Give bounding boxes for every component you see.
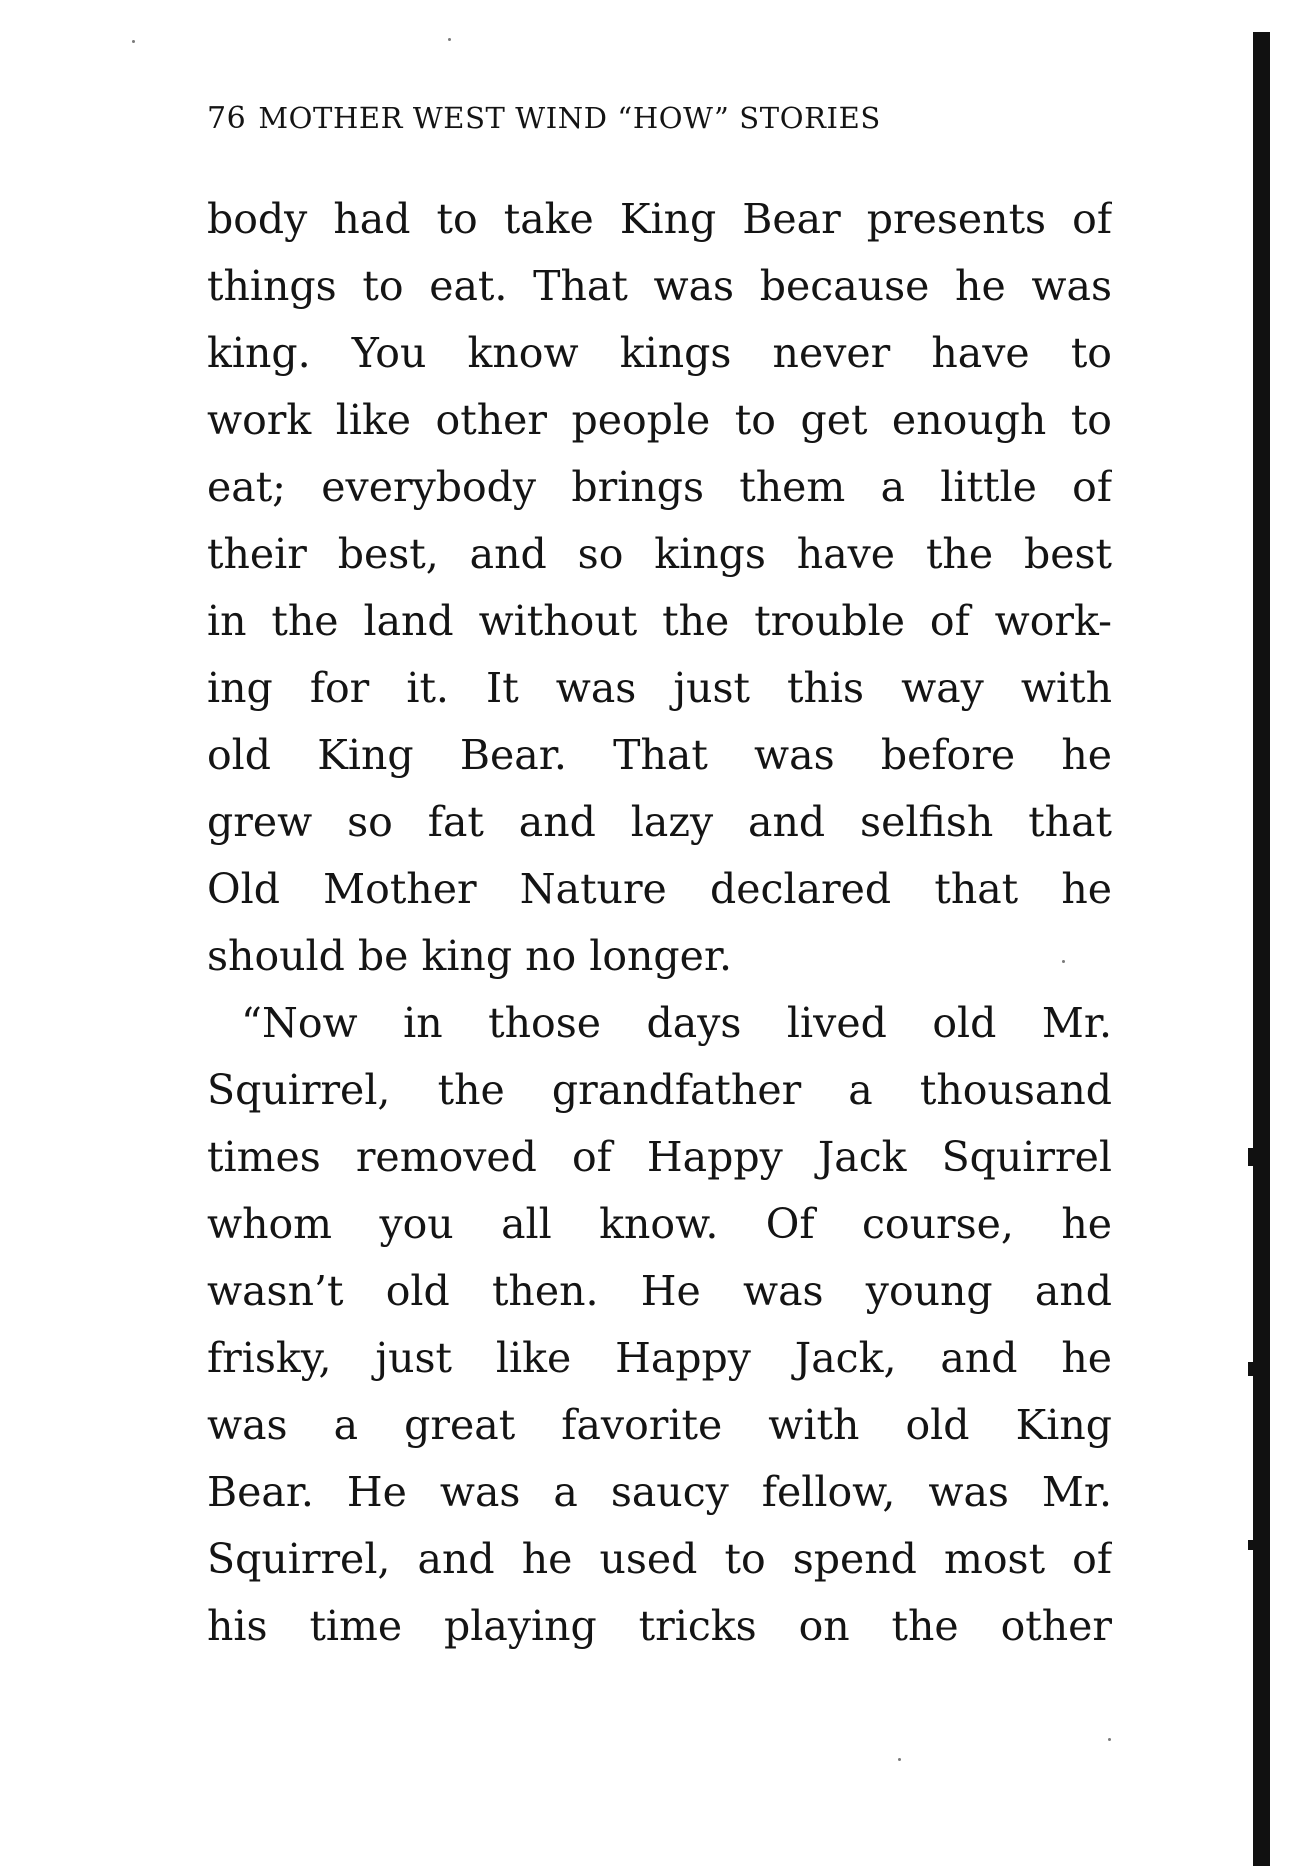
page-edge-mark bbox=[1248, 1148, 1254, 1166]
text-line: things to eat. That was because he was bbox=[207, 262, 1112, 310]
text-line: Old Mother Nature declared that he bbox=[207, 865, 1112, 913]
page-number: 76 bbox=[207, 101, 247, 136]
paragraph-end-line: should be king no longer. bbox=[207, 932, 733, 980]
paper-speck bbox=[132, 40, 135, 43]
paper-speck bbox=[1062, 960, 1065, 963]
paper-speck bbox=[898, 1758, 901, 1761]
text-line: times removed of Happy Jack Squirrel bbox=[207, 1133, 1112, 1181]
page-edge-mark bbox=[1248, 1540, 1254, 1550]
running-title: MOTHER WEST WIND “HOW” STORIES bbox=[258, 101, 881, 135]
text-line: old King Bear. That was before he bbox=[207, 731, 1112, 779]
page-edge-shadow bbox=[1253, 32, 1270, 1866]
text-line: whom you all know. Of course, he bbox=[207, 1200, 1112, 1248]
body-text bbox=[207, 186, 1112, 1660]
page-edge-mark bbox=[1248, 1362, 1254, 1376]
text-line: his time playing tricks on the other bbox=[207, 1602, 1112, 1650]
running-head bbox=[207, 98, 1107, 138]
text-line: Squirrel, the grandfather a thousand bbox=[207, 1066, 1112, 1114]
paper-speck bbox=[1108, 1738, 1111, 1741]
text-line: king. You know kings never have to bbox=[207, 329, 1112, 377]
text-line: grew so fat and lazy and selfish that bbox=[207, 798, 1112, 846]
paper-speck bbox=[448, 38, 451, 41]
text-line: work like other people to get enough to bbox=[207, 396, 1112, 444]
text-line: body had to take King Bear presents of bbox=[207, 195, 1112, 243]
text-line: eat; everybody brings them a little of bbox=[207, 463, 1112, 511]
paragraph-start-line: “Now in those days lived old Mr. bbox=[241, 999, 1112, 1047]
text-line: ing for it. It was just this way with bbox=[207, 664, 1112, 712]
text-line: Bear. He was a saucy fellow, was Mr. bbox=[207, 1468, 1112, 1516]
text-line: their best, and so kings have the best bbox=[207, 530, 1112, 578]
text-line: in the land without the trouble of work- bbox=[207, 597, 1112, 645]
text-line: was a great favorite with old King bbox=[207, 1401, 1112, 1449]
text-line: frisky, just like Happy Jack, and he bbox=[207, 1334, 1112, 1382]
text-line: Squirrel, and he used to spend most of bbox=[207, 1535, 1112, 1583]
text-line: wasn’t old then. He was young and bbox=[207, 1267, 1112, 1315]
